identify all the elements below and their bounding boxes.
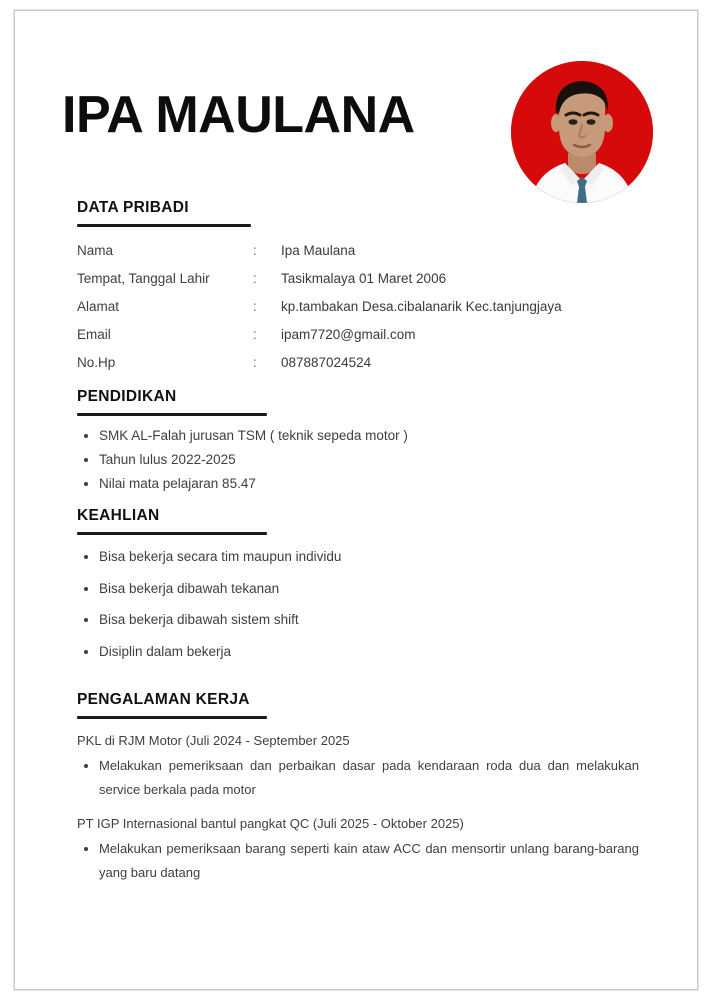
field-separator: : xyxy=(253,243,257,258)
section-experience xyxy=(15,691,697,885)
field-label: Email xyxy=(77,327,111,342)
section-divider-experience xyxy=(77,716,267,719)
list-item: • Bisa bekerja secara tim maupun individu xyxy=(99,549,657,566)
field-separator: : xyxy=(253,327,257,342)
section-divider-skills xyxy=(77,532,267,535)
field-label: Alamat xyxy=(77,299,120,314)
section-skills xyxy=(15,507,697,662)
field-separator: : xyxy=(253,355,257,370)
skills-list xyxy=(77,549,657,662)
resume-header xyxy=(15,11,697,191)
list-item: • Bisa bekerja dibawah sistem shift xyxy=(99,612,657,629)
portrait-photo-icon xyxy=(511,61,653,203)
field-label: No.Hp xyxy=(77,355,116,370)
field-value: 087887024524 xyxy=(281,355,372,370)
list-item: • Melakukan pemeriksaan barang seperti kain ataw ACC dan mensortir unlang barang-barang yang baru datang xyxy=(99,837,657,885)
section-divider-personal xyxy=(77,224,251,227)
list-item: • Bisa bekerja dibawah tekanan xyxy=(99,581,657,598)
job-duty-list xyxy=(77,837,657,885)
table-row xyxy=(77,327,562,355)
field-value: Tasikmalaya 01 Maret 2006 xyxy=(281,271,447,286)
experience-entry xyxy=(77,733,657,802)
field-label: Nama xyxy=(77,243,114,258)
section-personal-data xyxy=(15,199,697,383)
table-row xyxy=(77,299,562,327)
list-item: • Disiplin dalam bekerja xyxy=(99,644,657,661)
field-value: kp.tambakan Desa.cibalanarik Kec.tanjungjaya xyxy=(281,299,562,314)
list-item: • Tahun lulus 2022-2025 xyxy=(99,452,657,469)
table-row xyxy=(77,243,562,271)
resume-page xyxy=(14,10,698,990)
experience-entry xyxy=(77,816,657,885)
field-value: Ipa Maulana xyxy=(281,243,356,258)
personal-data-table xyxy=(77,243,562,383)
job-title: PT IGP Internasional bantul pangkat QC (Juli 2025 - Oktober 2025) xyxy=(77,816,464,832)
list-item: • SMK AL-Falah jurusan TSM ( teknik sepeda motor ) xyxy=(99,428,657,445)
list-item: • Nilai mata pelajaran 85.47 xyxy=(99,476,657,493)
job-title: PKL di RJM Motor (Juli 2024 - September 2025 xyxy=(77,733,350,749)
section-education xyxy=(15,388,697,493)
section-heading-skills: KEAHLIAN xyxy=(77,506,160,524)
education-list xyxy=(77,428,657,493)
field-separator: : xyxy=(253,299,257,314)
table-row xyxy=(77,355,562,383)
field-separator: : xyxy=(253,271,257,286)
field-label: Tempat, Tanggal Lahir xyxy=(77,271,210,286)
avatar xyxy=(511,61,653,203)
list-item: • Melakukan pemeriksaan dan perbaikan dasar pada kendaraan roda dua dan melakukan service berkala pada motor xyxy=(99,754,657,802)
section-heading-experience: PENGALAMAN KERJA xyxy=(77,691,250,709)
section-heading-education: PENDIDIKAN xyxy=(77,388,177,405)
section-heading-personal: DATA PRIBADI xyxy=(77,199,189,216)
job-duty-list xyxy=(77,754,657,802)
section-divider-education xyxy=(77,413,267,416)
field-value: ipam7720@gmail.com xyxy=(281,327,416,342)
page-title: IPA MAULANA xyxy=(62,86,415,144)
table-row xyxy=(77,271,562,299)
